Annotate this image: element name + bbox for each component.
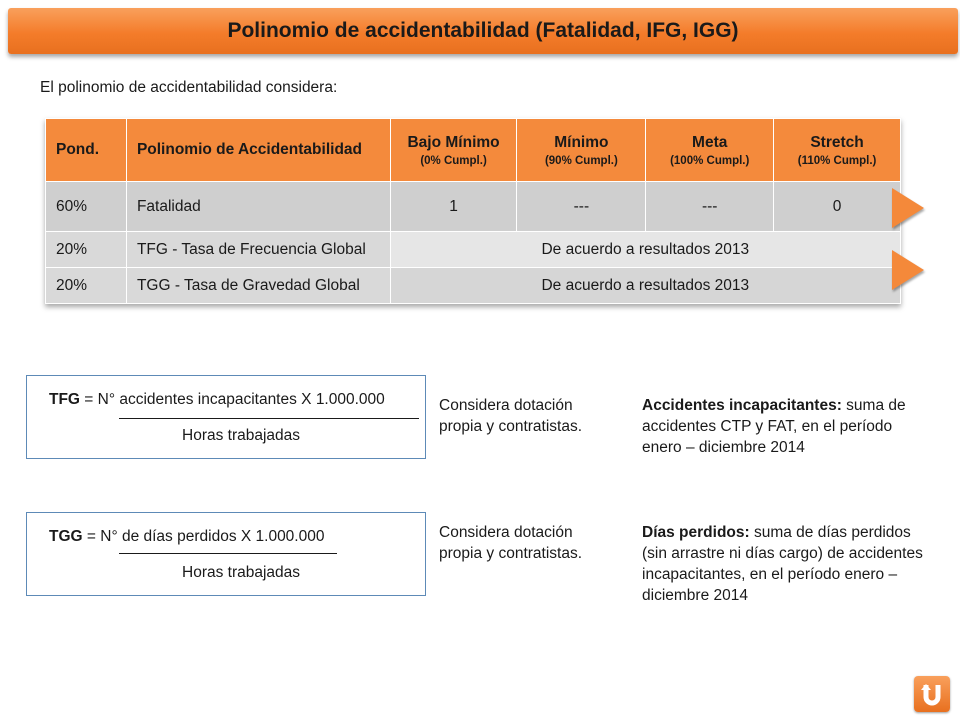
cell-meta: --- <box>646 182 774 232</box>
tgg-description: Días perdidos: suma de días perdidos (sin arrastre ni días cargo) de accidentes incapacitantes, en el período enero – diciembre 2014 <box>642 524 923 604</box>
cell-name: TFG - Tasa de Frecuencia Global <box>126 232 390 268</box>
fraction-line <box>119 553 337 554</box>
table-row <box>46 268 901 304</box>
tfg-numerator: TFG = N° accidentes incapacitantes X 1.000.000 <box>49 391 385 408</box>
cell-pond: 60% <box>46 182 127 232</box>
header-meta: Meta (100% Cumpl.) <box>646 119 774 182</box>
cell-stretch: 0 <box>774 182 901 232</box>
accidentability-table <box>45 118 901 304</box>
cell-pond: 20% <box>46 232 127 268</box>
table-header-row <box>46 119 901 182</box>
page-title: Polinomio de accidentabilidad (Fatalidad, IFG, IGG) <box>227 19 739 42</box>
cell-name: TGG - Tasa de Gravedad Global <box>126 268 390 304</box>
tfg-abbr: TFG <box>49 391 80 408</box>
tgg-formula-box <box>26 512 426 596</box>
table-row <box>46 182 901 232</box>
tgg-abbr: TGG <box>49 528 83 545</box>
tfg-description: Accidentes incapacitantes: suma de accidentes CTP y FAT, en el período enero – diciembre 2014 <box>642 397 906 456</box>
tfg-denominator: Horas trabajadas <box>182 427 301 444</box>
title-banner <box>8 8 958 54</box>
header-bajo-minimo: Bajo Mínimo (0% Cumpl.) <box>390 119 517 182</box>
cell-name: Fatalidad <box>126 182 390 232</box>
tgg-denominator: Horas trabajadas <box>182 564 301 581</box>
cell-merged: De acuerdo a resultados 2013 <box>390 232 900 268</box>
header-pond: Pond. <box>46 119 127 182</box>
tgg-note: Considera dotación propia y contratistas. <box>439 524 583 562</box>
cell-bajo-minimo: 1 <box>390 182 517 232</box>
intro-text: El polinomio de accidentabilidad considera: <box>40 79 338 96</box>
play-arrow-icon[interactable] <box>892 188 924 228</box>
tfg-note: Considera dotación propia y contratistas. <box>439 397 583 435</box>
return-button[interactable] <box>914 676 950 712</box>
play-arrow-icon[interactable] <box>892 250 924 290</box>
cell-pond: 20% <box>46 268 127 304</box>
table-row <box>46 232 901 268</box>
cell-minimo: --- <box>517 182 646 232</box>
header-stretch: Stretch (110% Cumpl.) <box>774 119 901 182</box>
tgg-numerator: TGG = N° de días perdidos X 1.000.000 <box>49 528 325 545</box>
header-polinomio: Polinomio de Accidentabilidad <box>126 119 390 182</box>
return-icon <box>919 681 945 707</box>
header-minimo: Mínimo (90% Cumpl.) <box>517 119 646 182</box>
tfg-formula-box <box>26 375 426 459</box>
cell-merged: De acuerdo a resultados 2013 <box>390 268 900 304</box>
fraction-line <box>119 418 419 419</box>
